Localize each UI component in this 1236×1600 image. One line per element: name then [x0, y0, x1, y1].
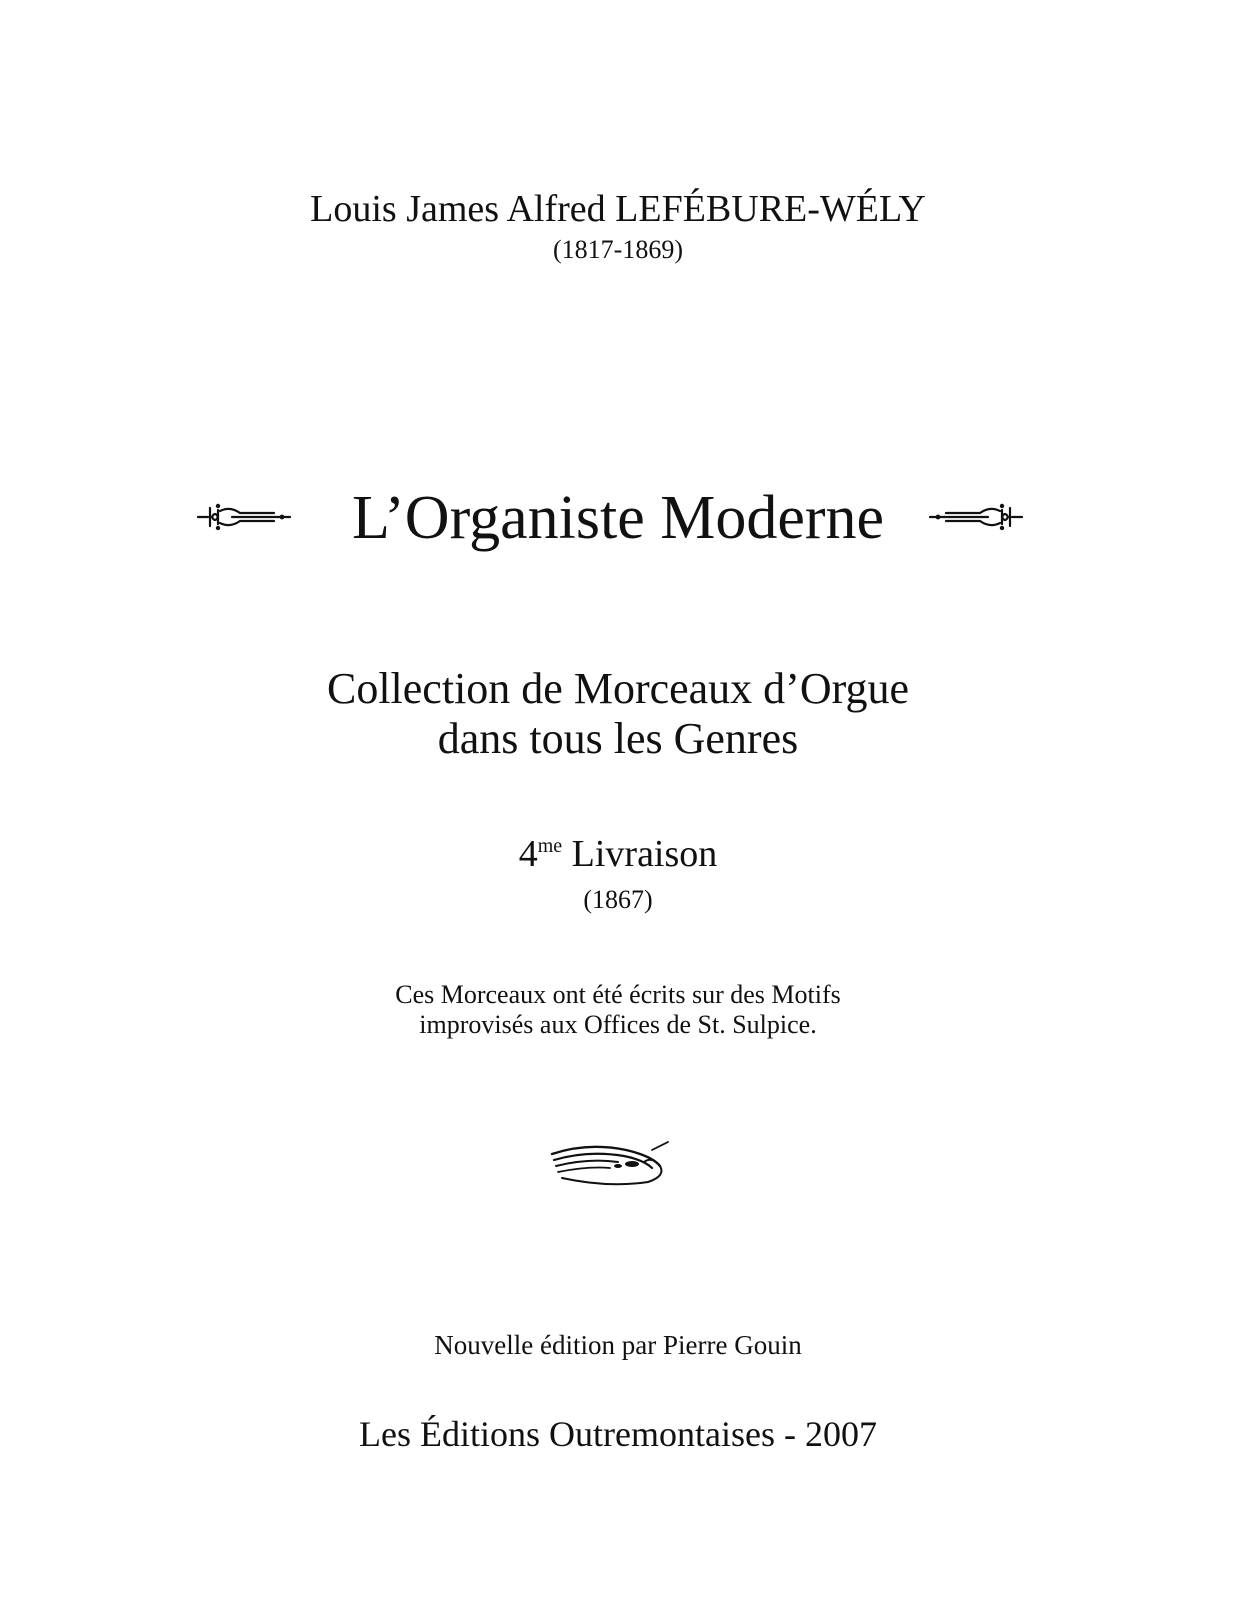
composer-dates: (1817-1869)	[553, 235, 683, 264]
note-line-2: improvisés aux Offices de St. Sulpice.	[419, 1010, 817, 1039]
flourish-icon	[548, 1140, 672, 1190]
main-title: L’Organiste Moderne	[351, 484, 885, 552]
subtitle-line-1: Collection de Morceaux d’Orgue	[326, 664, 909, 713]
publication-year: (1867)	[583, 885, 653, 914]
ornament-right-icon	[928, 502, 1024, 532]
publisher-line: Les Éditions Outremontaises - 2007	[359, 1414, 877, 1454]
composer-name: Louis James Alfred LEFÉBURE-WÉLY	[310, 188, 926, 230]
edition-credit: Nouvelle édition par Pierre Gouin	[434, 1330, 802, 1360]
subtitle-line-2: dans tous les Genres	[437, 714, 799, 763]
livraison-number: 4	[518, 833, 538, 875]
note-line-1: Ces Morceaux ont été écrits sur des Motifs	[395, 980, 841, 1009]
title-row	[0, 478, 1236, 558]
livraison-label: Livraison	[571, 833, 718, 875]
livraison-suffix: me	[537, 835, 563, 857]
livraison-heading	[0, 824, 1236, 876]
